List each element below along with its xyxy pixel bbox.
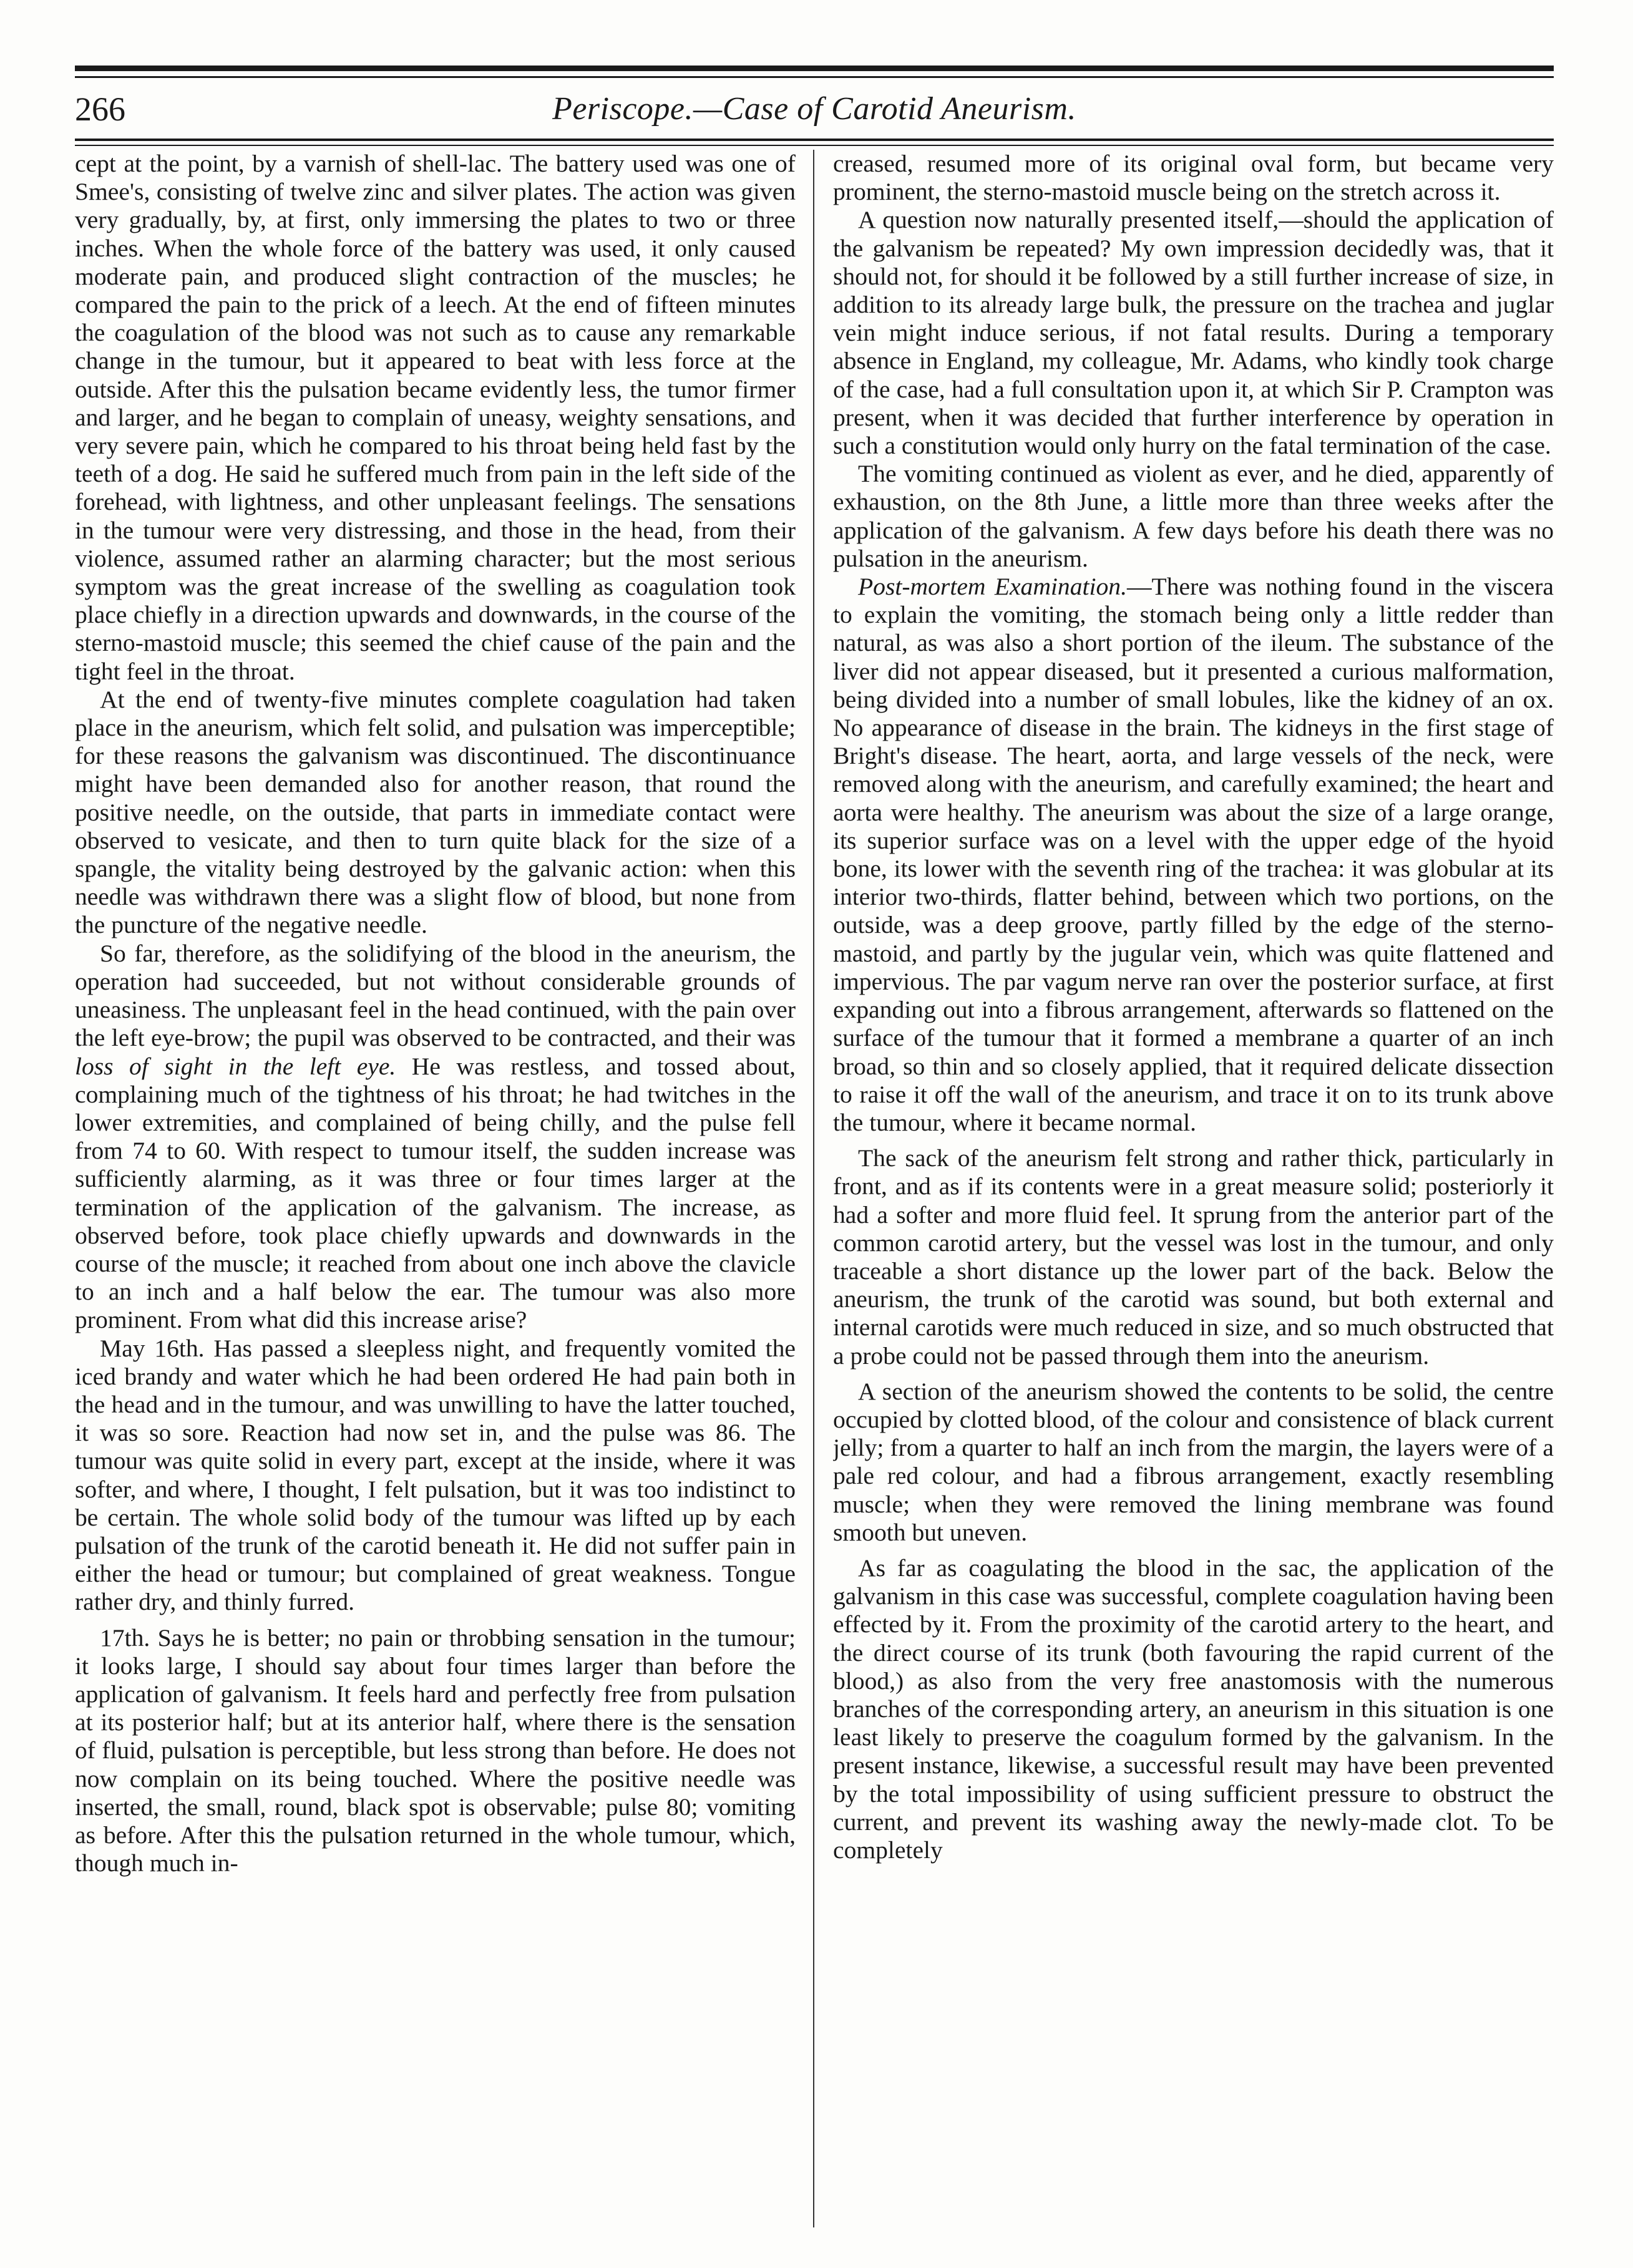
paragraph: A section of the aneurism showed the contents to be solid, the centre occupied by clotted blood, of the colour and consistence of black current jelly; from a quarter to half an inch from the margin, the layers were of a pale red colour, and had a fibrous arrangement, exactly resembling muscle; when they were removed the lining membrane was found smooth but uneven.	[833, 1377, 1554, 1546]
paragraph-text: He was restless, and tossed about, complaining much of the tightness of his throat; he had twitches in the lower extremities, and complained of being chilly, and the pulse fell from 74 to 60. With respect to tumour itself, the sudden increase was sufficiently alarming, as it was three or four times larger at the termination of the application of the galvanism. The increase, as observed before, took place chiefly upwards and downwards in the course of the muscle; it reached from about one inch above the clavicle to an inch and a half below the ear. The tumour was also more prominent. From what did this increase arise?	[75, 1052, 796, 1334]
paragraph: 17th. Says he is better; no pain or throbbing sensation in the tumour; it looks large, I should say about four times larger than before the application of galvanism. It feels hard and perfectly free from pulsation at its posterior half; but at its anterior half, where there is the sensation of fluid, pulsation is perceptible, but less strong than before. He does not now complain on its being touched. Where the positive needle was inserted, the small, round, black spot is observable; pulse 80; vomiting as before. After this the pulsation returned in the whole tumour, which, though much in-	[75, 1623, 796, 1877]
page-number: 266	[75, 90, 125, 128]
running-title: Periscope.—Case of Carotid Aneurism.	[552, 91, 1076, 127]
paragraph: At the end of twenty-five minutes complete coagulation had taken place in the aneurism, which felt solid, and pulsation was imperceptible; for these reasons the galvanism was discontinued. The discontinuance might have been demanded also for another reason, that round the positive needle, on the outside, that parts in immediate contact were observed to vesicate, and then to turn quite black for the size of a spangle, the vitality being destroyed by the galvanic action: when this needle was withdrawn there was a slight flow of blood, but none from the puncture of the negative needle.	[75, 685, 796, 939]
left-column	[75, 150, 796, 2234]
paragraph-text: So far, therefore, as the solidifying of the blood in the aneurism, the operation had succeeded, but not without considerable grounds of uneasiness. The unpleasant feel in the head continued, with the pain over the left eye-brow; the pupil was observed to be contracted, and their was	[75, 939, 796, 1052]
paragraph: The vomiting continued as violent as ever, and he died, apparently of exhaustion, on the 8th June, a little more than three weeks after the application of the galvanism. A few days before his death there was no pulsation in the aneurism.	[833, 460, 1554, 572]
paragraph: A question now naturally presented itself,—should the application of the galvanism be repeated? My own impression decidedly was, that it should not, for should it be followed by a still further increase of size, in addition to its already large bulk, the pressure on the trachea and juglar vein might induce serious, if not fatal results. During a temporary absence in England, my colleague, Mr. Adams, who kindly took charge of the case, had a full consultation upon it, at which Sir P. Crampton was present, when it was decided that further interference by operation in such a constitution would only hurry on the fatal termination of the case.	[833, 206, 1554, 460]
paragraph: As far as coagulating the blood in the sac, the application of the galvanism in this case was successful, complete coagulation having been effected by it. From the proximity of the carotid artery to the heart, and the direct course of its trunk (both favouring the rapid current of the blood,) as also from the very free anastomosis with the numerous branches of the corresponding artery, an aneurism in this situation is one least likely to preserve the coagulum formed by the galvanism. In the present instance, likewise, a successful result may have been prevented by the total impossibility of using sufficient pressure to obstruct the current, and prevent its washing away the newly-made clot. To be completely	[833, 1554, 1554, 1864]
top-rule-thin	[75, 76, 1554, 78]
top-rule-thick	[75, 66, 1554, 71]
column-divider	[813, 150, 814, 2227]
paragraph: creased, resumed more of its original oval form, but became very prominent, the sterno-mastoid muscle being on the stretch across it.	[833, 150, 1554, 206]
paragraph: The sack of the aneurism felt strong and rather thick, particularly in front, and as if its contents were in a great measure solid; posteriorly it had a softer and more fluid feel. It sprung from the anterior part of the common carotid artery, but the vessel was lost in the tumour, and only traceable a short distance up the lower part of the back. Below the aneurism, the trunk of the carotid was sound, but both external and internal carotids were much reduced in size, and so much obstructed that a probe could not be passed through them into the aneurism.	[833, 1144, 1554, 1370]
emphasis-text: loss of sight in the left eye.	[75, 1052, 396, 1080]
paragraph	[75, 940, 796, 1335]
section-heading: Post-mortem Examination.	[858, 573, 1127, 601]
header-rule-thick	[75, 139, 1554, 141]
paragraph-text: —There was nothing found in the viscera to explain the vomiting, the stomach being only a little redder than natural, as was also a short portion of the ileum. The substance of the liver did not appear diseased, but it presented a curious malformation, being divided into a number of small lobules, like the kidney of an ox. No appearance of disease in the brain. The kidneys in the first stage of Bright's disease. The heart, aorta, and large vessels of the neck, were removed along with the aneurism, and carefully examined; the heart and aorta were healthy. The aneurism was about the size of a large orange, its superior surface was on a level with the upper edge of the hyoid bone, its lower with the seventh ring of the trachea: it was globular at its interior two-thirds, flatter behind, between which two portions, on the outside, was a deep groove, partly filled by the edge of the sterno-mastoid, and partly by the jugular vein, which was quite flattened and impervious. The par vagum nerve ran over the posterior surface, at first expanding out into a fibrous arrangement, afterwards so flattened on the surface of the tumour that it formed a membrane a quarter of an inch broad, so thin and so closely applied, that it required delicate dissection to raise it off the wall of the aneurism, and trace it on to its trunk above the tumour, where it became normal.	[833, 573, 1554, 1136]
right-column	[833, 150, 1554, 2234]
page-header	[75, 87, 1554, 131]
paragraph	[833, 573, 1554, 1137]
paragraph: cept at the point, by a varnish of shell-lac. The battery used was one of Smee's, consisting of twelve zinc and silver plates. The action was given very gradually, by, at first, only immersing the plates to two or three inches. When the whole force of the battery was used, it only caused moderate pain, and produced slight contraction of the muscles; he compared the pain to the prick of a leech. At the end of fifteen minutes the coagulation of the blood was not such as to cause any remarkable change in the tumour, but it appeared to beat with less force at the outside. After this the pulsation became evidently less, the tumor firmer and larger, and he began to complain of uneasy, weighty sensations, and very severe pain, which he compared to his throat being held fast by the teeth of a dog. He said he suffered much from pain in the left side of the forehead, with lightness, and other unpleasant feelings. The sensations in the tumour were very distressing, and those in the head, from their violence, assumed rather an alarming character; but the most serious symptom was the great increase of the swelling as coagulation took place chiefly in a direction upwards and downwards, in the course of the sterno-mastoid muscle; this seemed the chief cause of the pain and the tight feel in the throat.	[75, 150, 796, 685]
header-rule-thin	[75, 145, 1554, 146]
paragraph: May 16th. Has passed a sleepless night, and frequently vomited the iced brandy and water which he had been ordered He had pain both in the head and in the tumour, and was unwilling to have the latter touched, it was so sore. Reaction had now set in, and the pulse was 86. The tumour was quite solid in every part, except at the inside, where it was softer, and where, I thought, I felt pulsation, but it was too indistinct to be certain. The whole solid body of the tumour was lifted up by each pulsation of the trunk of the carotid beneath it. He did not suffer pain in either the head or tumour; but complained of great weakness. Tongue rather dry, and thinly furred.	[75, 1334, 796, 1616]
